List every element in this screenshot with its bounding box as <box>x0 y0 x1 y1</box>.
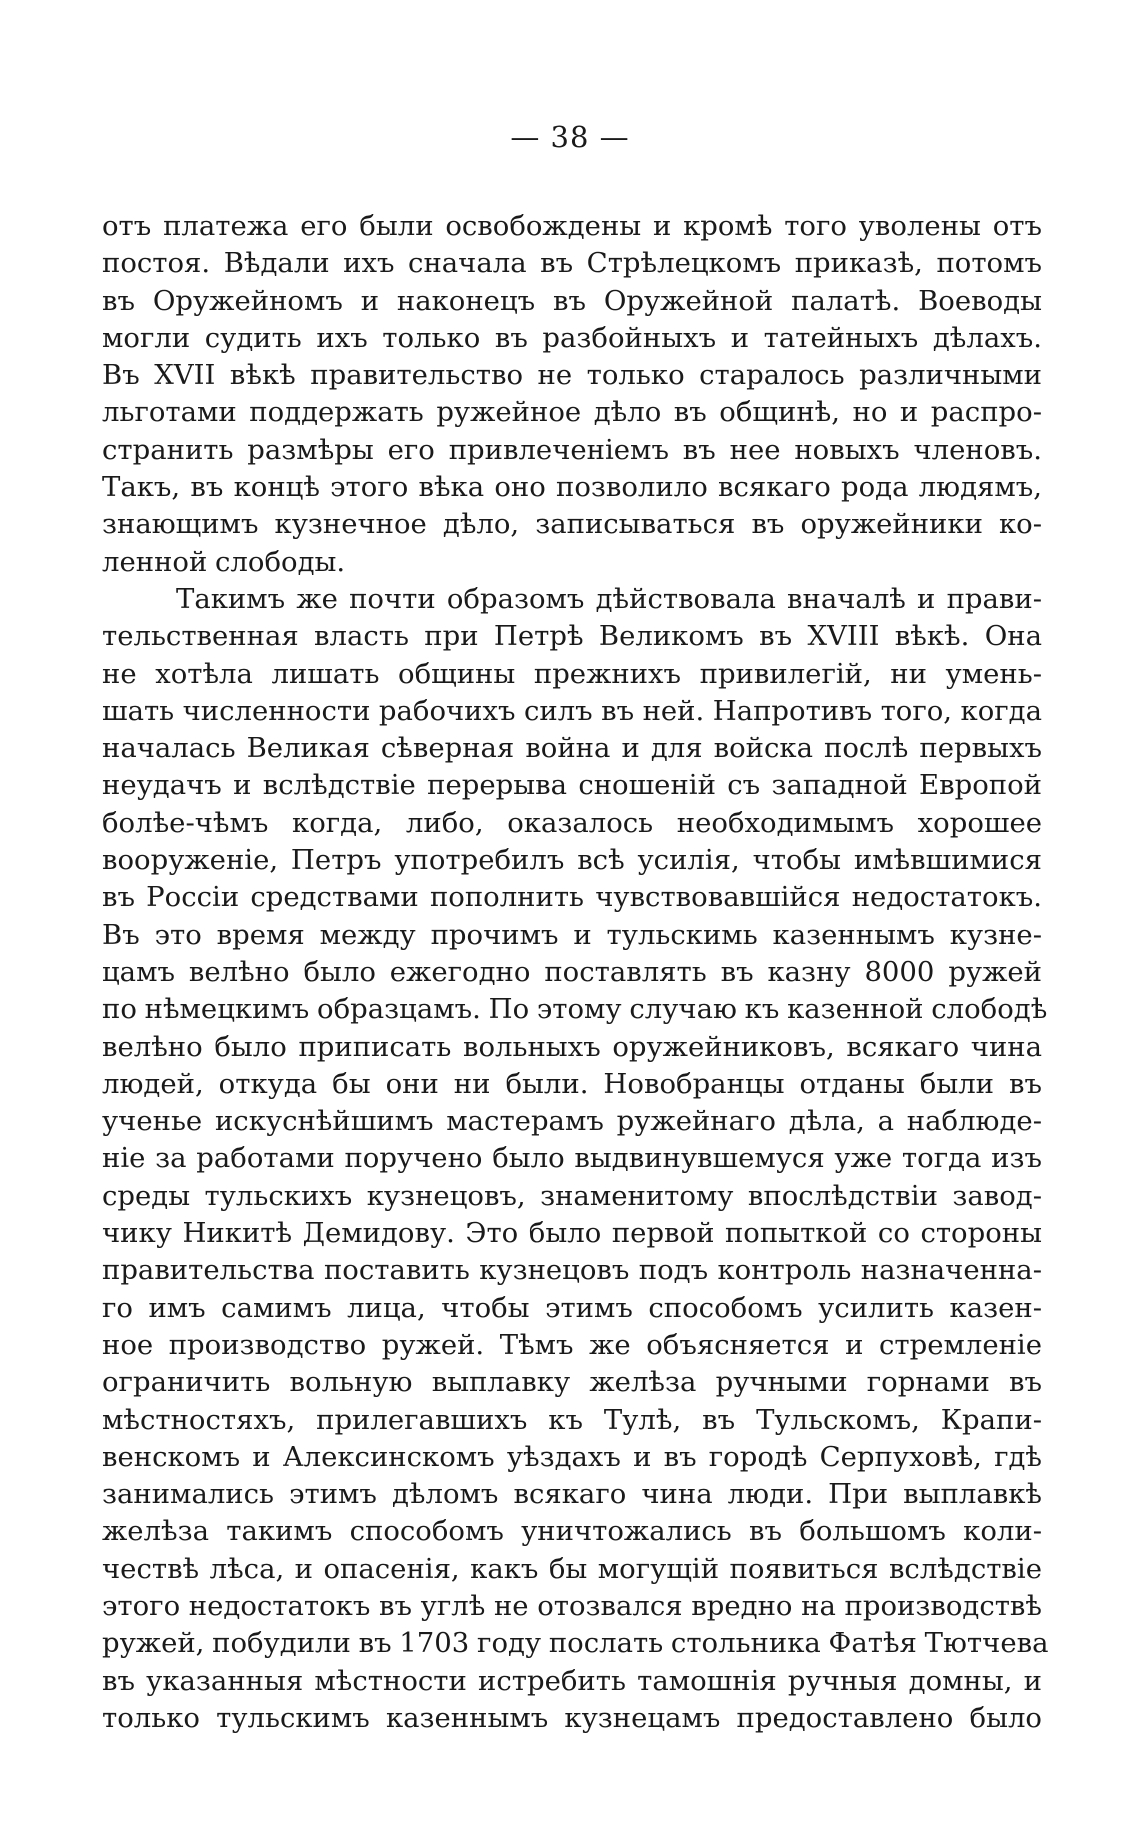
text-line: знающимъ кузнечное дѣло, записываться въ оружейники ко- <box>102 508 1042 541</box>
text-line: венскомъ и Алексинскомъ уѣздахъ и въ городѣ Серпуховѣ, гдѣ <box>102 1440 1042 1473</box>
text-line: цамъ велѣно было ежегодно поставлять въ казну 8000 ружей <box>102 955 1042 988</box>
paragraph-2 <box>102 581 1049 1737</box>
text-line: этого недостатокъ въ углѣ не отозвался вредно на производствѣ <box>102 1589 1042 1622</box>
text-line: неудачъ и вслѣдствіе перерыва сношеній съ западной Европой <box>102 769 1042 802</box>
text-line: Такимъ же почти образомъ дѣйствовала вначалѣ и прави- <box>176 582 1042 615</box>
text-line: Такъ, въ концѣ этого вѣка оно позволило всякаго рода людямъ, <box>102 471 1042 504</box>
text-line: ленной слободы. <box>102 545 346 578</box>
text-line: шать численности рабочихъ силъ въ ней. Напротивъ того, когда <box>102 694 1042 727</box>
text-line: Въ XVII вѣкѣ правительство не только старалось различными <box>102 359 1042 392</box>
text-line: болѣе-чѣмъ когда, либо, оказалось необходимымъ хорошее <box>102 806 1042 839</box>
text-line: въ указанныя мѣстности истребить тамошнія ручныя домны, и <box>102 1664 1042 1697</box>
page-number: — 38 — <box>510 120 630 154</box>
text-line: ное производство ружей. Тѣмъ же объясняется и стремленіе <box>102 1328 1042 1361</box>
text-line: занимались этимъ дѣломъ всякаго чина люди. При выплавкѣ <box>102 1478 1042 1511</box>
text-line: людей, откуда бы они ни были. Новобранцы отданы были въ <box>102 1067 1042 1100</box>
paragraph-1 <box>102 208 1042 581</box>
text-line: Въ это время между прочимъ и тульскимь казеннымъ кузне- <box>102 918 1042 951</box>
text-line: среды тульскихъ кузнецовъ, знаменитому впослѣдствіи завод- <box>102 1179 1042 1212</box>
text-line: мѣстностяхъ, прилегавшихъ къ Тулѣ, въ Тульскомъ, Крапи- <box>102 1403 1042 1436</box>
text-line: только тульскимъ казеннымъ кузнецамъ предоставлено было <box>102 1701 1042 1734</box>
text-line: странить размѣры его привлеченіемъ въ нее новыхъ членовъ. <box>102 433 1042 466</box>
text-line: отъ платежа его были освобождены и кромѣ того уволены отъ <box>102 210 1042 242</box>
text-line: ніе за работами поручено было выдвинувшемуся уже тогда изъ <box>102 1142 1042 1175</box>
text-line: въ Россіи средствами пополнить чувствовавшійся недостатокъ. <box>102 881 1042 914</box>
text-line: ружей, побудили въ 1703 году послать стольника Фатѣя Тютчева <box>102 1627 1049 1660</box>
text-line: въ Оружейномъ и наконецъ въ Оружейной палатѣ. Воеводы <box>102 284 1042 317</box>
text-line: ученье искуснѣйшимъ мастерамъ ружейнаго дѣла, а наблюде- <box>102 1105 1042 1138</box>
text-line: не хотѣла лишать общины прежнихъ привилегій, ни умень- <box>102 657 1042 690</box>
text-line: началась Великая сѣверная война и для войска послѣ первыхъ <box>102 732 1042 765</box>
text-line: правительства поставить кузнецовъ подъ контроль назначенна- <box>102 1254 1042 1287</box>
text-line: велѣно было приписать вольныхъ оружейниковъ, всякаго чина <box>102 1030 1042 1063</box>
body-text <box>102 208 1049 1737</box>
text-line: чику Никитѣ Демидову. Это было первой попыткой со стороны <box>102 1217 1042 1250</box>
text-line: по нѣмецкимъ образцамъ. По этому случаю къ казенной слободѣ <box>102 993 1048 1026</box>
text-line: ограничить вольную выплавку желѣза ручными горнами въ <box>102 1366 1042 1399</box>
text-line: го имъ самимъ лица, чтобы этимъ способомъ усилить казен- <box>102 1291 1042 1324</box>
text-line: льготами поддержать ружейное дѣло въ общинѣ, но и распро- <box>102 396 1042 429</box>
text-line: чествѣ лѣса, и опасенія, какъ бы могущій появиться вслѣдствіе <box>102 1552 1042 1585</box>
text-line: вооруженіе, Петръ употребилъ всѣ усилія, чтобы имѣвшимися <box>102 844 1042 877</box>
text-line: тельственная власть при Петрѣ Великомъ въ XVIII вѣкѣ. Она <box>102 620 1042 653</box>
text-line: постоя. Вѣдали ихъ сначала въ Стрѣлецкомъ приказѣ, потомъ <box>102 247 1042 280</box>
text-line: могли судить ихъ только въ разбойныхъ и татейныхъ дѣлахъ. <box>102 321 1042 354</box>
text-line: желѣза такимъ способомъ уничтожались въ большомъ коли- <box>102 1515 1042 1548</box>
